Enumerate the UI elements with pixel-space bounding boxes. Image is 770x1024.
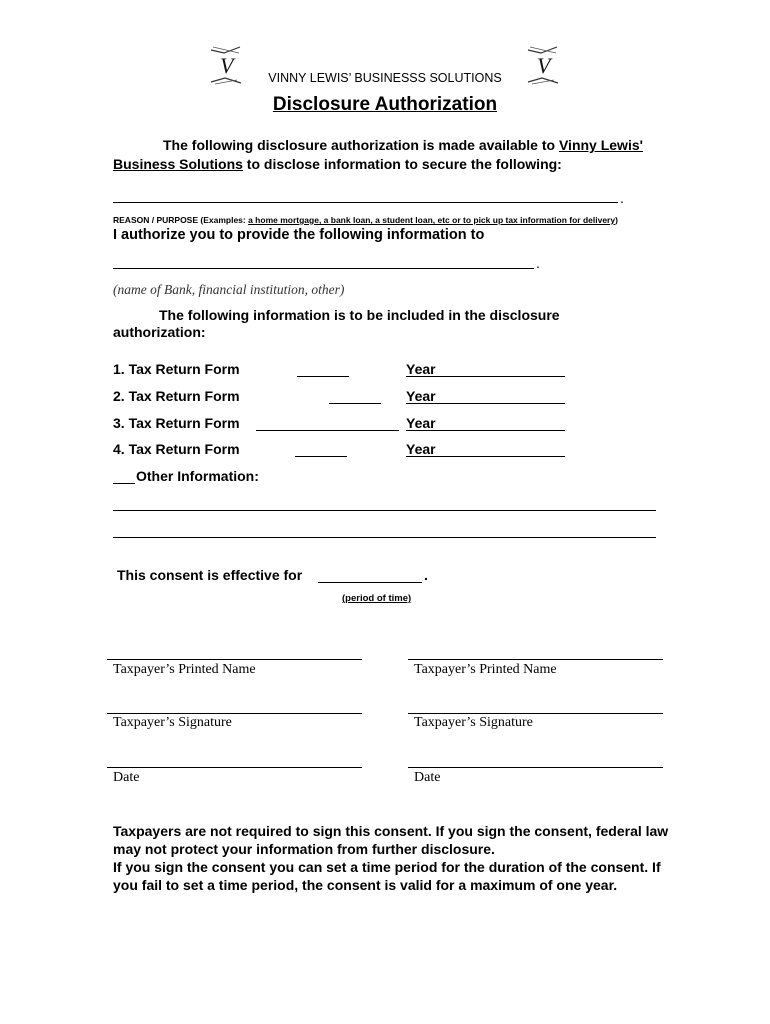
signature-label-right: Taxpayer’s Signature bbox=[414, 715, 533, 730]
company-name: VINNY LEWIS’ BUSINESSS SOLUTIONS bbox=[268, 71, 502, 85]
reason-prefix: REASON / PURPOSE (Examples: bbox=[113, 215, 249, 225]
tax-form-field[interactable] bbox=[329, 403, 381, 404]
year-field[interactable] bbox=[406, 456, 565, 457]
consent-notice bbox=[113, 822, 673, 894]
other-info-underline bbox=[113, 483, 135, 484]
other-info-line-1[interactable] bbox=[113, 510, 656, 511]
year-label: Year bbox=[406, 388, 436, 404]
intro-text-after: to disclose information to secure the following: bbox=[242, 156, 562, 172]
consent-period-field[interactable] bbox=[318, 582, 422, 583]
reason-suffix: ) bbox=[615, 215, 618, 225]
printed-name-label-right: Taxpayer’s Printed Name bbox=[414, 662, 557, 677]
logo-letter: V bbox=[220, 53, 234, 78]
tax-form-label: 4. Tax Return Form bbox=[113, 441, 240, 457]
period-mark: . bbox=[536, 255, 540, 271]
notice-paragraph-2: If you sign the consent you can set a time period for the duration of the consent. If you fail to set a time period, the consent is valid for a maximum of one year. bbox=[113, 859, 661, 893]
date-line-left[interactable] bbox=[107, 767, 362, 768]
period-mark: . bbox=[424, 567, 428, 583]
consent-text: This consent is effective for bbox=[117, 567, 303, 583]
authorize-text: I authorize you to provide the following information to bbox=[113, 227, 485, 243]
reason-examples: a home mortgage, a bank loan, a student loan, etc or to pick up tax information for delivery bbox=[248, 215, 616, 225]
printed-name-line-left[interactable] bbox=[107, 659, 362, 660]
recipient-hint: (name of Bank, financial institution, other) bbox=[113, 282, 345, 297]
included-text bbox=[113, 307, 613, 341]
tax-form-label: 3. Tax Return Form bbox=[113, 415, 240, 431]
printed-name-line-right[interactable] bbox=[408, 659, 663, 660]
tax-form-field[interactable] bbox=[297, 376, 349, 377]
tax-form-label: 1. Tax Return Form bbox=[113, 361, 240, 377]
year-label: Year bbox=[406, 415, 436, 431]
date-label-right: Date bbox=[414, 770, 441, 785]
period-hint: (period of time) bbox=[342, 593, 412, 604]
company-link: Vinny Lewis' Business Solutions bbox=[113, 137, 643, 172]
other-info-line-2[interactable] bbox=[113, 537, 656, 538]
reason-field-line[interactable] bbox=[113, 202, 618, 203]
year-field[interactable] bbox=[406, 403, 565, 404]
period-mark: . bbox=[620, 190, 624, 206]
included-text-body: The following information is to be included in the disclosure authorization: bbox=[113, 307, 560, 340]
reason-caption bbox=[113, 215, 618, 225]
year-label: Year bbox=[406, 441, 436, 457]
logo-letter: V bbox=[537, 53, 551, 78]
signature-label-left: Taxpayer’s Signature bbox=[113, 715, 232, 730]
page-title: Disclosure Authorization bbox=[272, 94, 498, 115]
year-field[interactable] bbox=[406, 376, 565, 377]
other-info-label: Other Information: bbox=[136, 468, 259, 484]
notice-paragraph-1: Taxpayers are not required to sign this consent. If you sign the consent, federal law may not protect your information from further disclosure. bbox=[113, 823, 669, 857]
signature-line-left[interactable] bbox=[107, 713, 362, 714]
printed-name-label-left: Taxpayer’s Printed Name bbox=[113, 662, 256, 677]
year-field[interactable] bbox=[406, 430, 565, 431]
intro-paragraph bbox=[113, 136, 673, 174]
tax-form-field[interactable] bbox=[256, 430, 399, 431]
year-label: Year bbox=[406, 361, 436, 377]
tax-form-field[interactable] bbox=[295, 456, 347, 457]
recipient-field-line[interactable] bbox=[113, 268, 534, 269]
tax-form-label: 2. Tax Return Form bbox=[113, 388, 240, 404]
intro-text-before: The following disclosure authorization is made available to bbox=[163, 137, 559, 153]
signature-line-right[interactable] bbox=[408, 713, 663, 714]
date-label-left: Date bbox=[113, 770, 140, 785]
date-line-right[interactable] bbox=[408, 767, 663, 768]
